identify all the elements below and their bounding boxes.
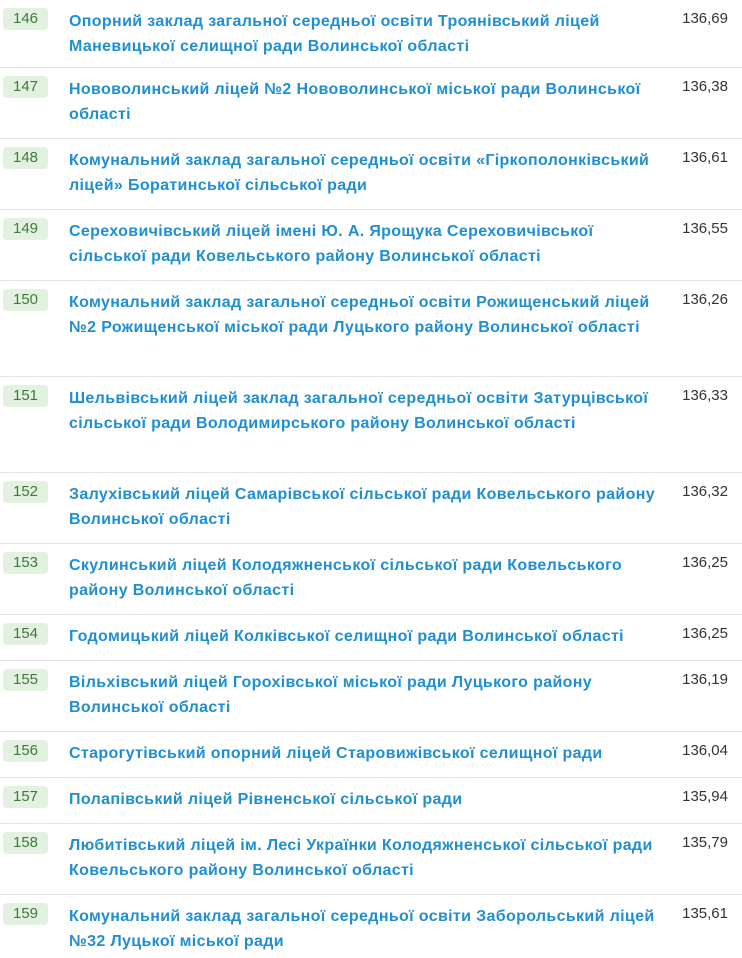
rank-badge: 156 <box>3 740 48 762</box>
school-name-link[interactable]: Сереховичівський ліцей імені Ю. А. Ярощука Сереховичівської сільської ради Ковельського району Волинської області <box>69 223 594 265</box>
score-value: 136,19 <box>682 671 728 688</box>
school-name-link[interactable]: Залухівський ліцей Самарівської сільської ради Ковельського району Волинської області <box>69 486 655 528</box>
table-row <box>0 615 742 661</box>
rank-badge: 154 <box>3 623 48 645</box>
school-name-link[interactable]: Шельвівський ліцей заклад загальної середньої освіти Затурцівської сільської ради Володимирського району Волинської області <box>69 390 649 432</box>
score-value: 135,79 <box>682 834 728 851</box>
rank-badge: 159 <box>3 903 48 925</box>
school-name-link[interactable]: Полапівський ліцей Рівненської сільської ради <box>69 791 463 808</box>
rank-badge: 146 <box>3 8 48 30</box>
score-value: 135,94 <box>682 788 728 805</box>
rank-badge: 149 <box>3 218 48 240</box>
score-value: 136,26 <box>682 291 728 308</box>
rank-badge: 150 <box>3 289 48 311</box>
rank-badge: 151 <box>3 385 48 407</box>
rank-badge: 153 <box>3 552 48 574</box>
school-name-link[interactable]: Любитівський ліцей ім. Лесі Українки Колодяжненської сільської ради Ковельського району Волинської області <box>69 837 653 879</box>
table-row <box>0 544 742 615</box>
table-row <box>0 778 742 824</box>
school-name-link[interactable]: Опорний заклад загальної середньої освіти Троянівський ліцей Маневицької селищної ради Волинської області <box>69 13 600 55</box>
school-name-link[interactable]: Годомицький ліцей Колківської селищної ради Волинської області <box>69 628 624 645</box>
score-value: 136,04 <box>682 742 728 759</box>
score-value: 136,33 <box>682 387 728 404</box>
school-name-link[interactable]: Комунальний заклад загальної середньої освіти Рожищенський ліцей №2 Рожищенської міської ради Луцького району Волинської області <box>69 294 650 336</box>
rank-badge: 152 <box>3 481 48 503</box>
table-row <box>0 210 742 281</box>
school-name-link[interactable]: Вільхівський ліцей Горохівської міської ради Луцького району Волинської області <box>69 674 593 716</box>
table-row <box>0 473 742 544</box>
table-row <box>0 68 742 139</box>
rank-badge: 147 <box>3 76 48 98</box>
rank-badge: 158 <box>3 832 48 854</box>
table-row <box>0 0 742 68</box>
table-row <box>0 139 742 210</box>
score-value: 136,55 <box>682 220 728 237</box>
score-value: 136,25 <box>682 554 728 571</box>
school-name-link[interactable]: Скулинський ліцей Колодяжненської сільської ради Ковельського району Волинської області <box>69 557 623 599</box>
rank-badge: 155 <box>3 669 48 691</box>
school-name-link[interactable]: Нововолинський ліцей №2 Нововолинської міської ради Волинської області <box>69 81 641 123</box>
score-value: 136,61 <box>682 149 728 166</box>
school-name-link[interactable]: Старогутівський опорний ліцей Старовижівської селищної ради <box>69 745 603 762</box>
rank-badge: 148 <box>3 147 48 169</box>
score-value: 136,69 <box>682 10 728 27</box>
table-row <box>0 895 742 958</box>
table-row <box>0 661 742 732</box>
rank-badge: 157 <box>3 786 48 808</box>
school-name-link[interactable]: Комунальний заклад загальної середньої освіти Заборольський ліцей №32 Луцької міської ради <box>69 908 655 950</box>
score-value: 136,32 <box>682 483 728 500</box>
table-row <box>0 732 742 778</box>
table-row <box>0 824 742 895</box>
table-row <box>0 281 742 377</box>
school-name-link[interactable]: Комунальний заклад загальної середньої освіти «Гіркополонківський ліцей» Боратинської сільської ради <box>69 152 650 194</box>
table-row <box>0 377 742 473</box>
score-value: 135,61 <box>682 905 728 922</box>
score-value: 136,25 <box>682 625 728 642</box>
score-value: 136,38 <box>682 78 728 95</box>
